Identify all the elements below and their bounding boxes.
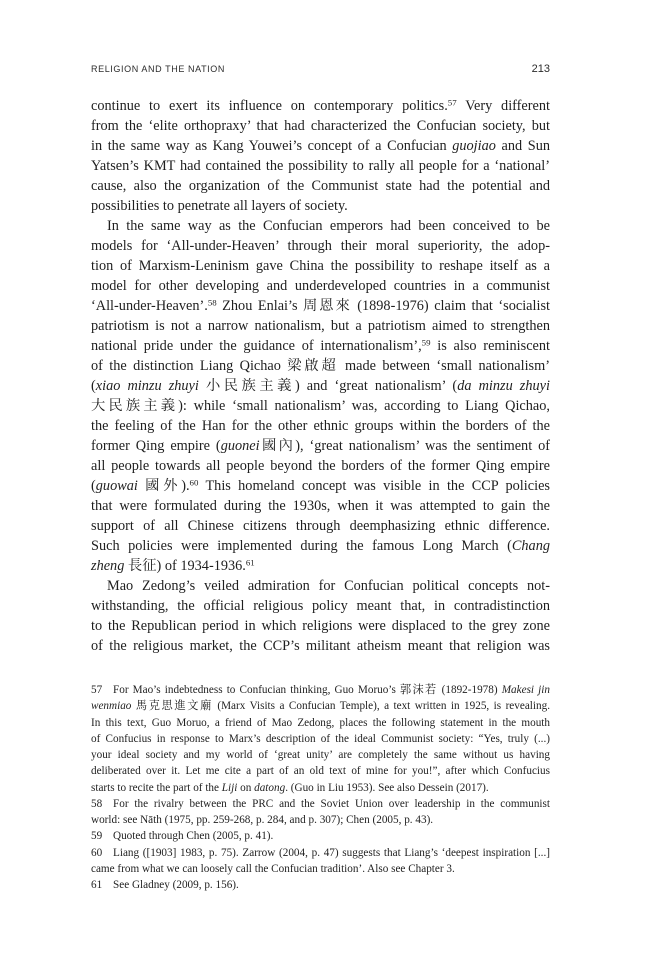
italic-term: zheng (91, 558, 125, 574)
line-text: that were formulated during the 1930s, when it was attempted to gain the (91, 498, 550, 514)
line-text: the feeling of the Han for the other ethnic groups within the borders of the (91, 418, 550, 434)
line-text: and Sun (495, 138, 550, 154)
italic-term: Makesi jin (501, 684, 550, 696)
body-line (91, 556, 550, 576)
line-text: of the distinction Liang Qichao 梁啟超 made between ‘small nationalism’ (91, 358, 550, 374)
footnote-number: 58 (91, 797, 103, 810)
line-text: cause, also the organization of the Communist state had the potential and (91, 178, 550, 194)
line-text: on (237, 781, 255, 794)
line-text: In this text, Guo Moruo, a friend of Mao Zedong, places the following statement in the mouth (91, 716, 550, 729)
footnote (91, 828, 550, 844)
line-text: ( (91, 378, 96, 394)
italic-term: Chang (511, 538, 550, 554)
italic-term: guojiao (452, 138, 496, 154)
footnote (91, 845, 550, 878)
body-line (91, 96, 550, 116)
body-line (91, 496, 550, 516)
line-text: support of all Chinese citizens through deemphasizing ethnic difference. (91, 518, 550, 534)
line-text: models for ‘All-under-Heaven’ through their moral superiority, the adop- (91, 238, 550, 254)
body-line (91, 516, 550, 536)
line-text: starts to recite the part of the (91, 781, 222, 794)
body-line (91, 136, 550, 156)
italic-term: datong (254, 781, 286, 794)
footnote-line (91, 715, 550, 731)
line-text: national pride under the guidance of internationalism’, (91, 338, 422, 354)
line-text: world: see Nāth (1975, pp. 259-268, p. 284, and p. 307); Chen (2005, p. 43). (91, 814, 434, 826)
italic-term: Liji (221, 781, 238, 794)
footnote-line (91, 682, 550, 698)
body-line (91, 196, 550, 216)
line-text: 長征) of 1934-1936. (124, 558, 246, 574)
body-line (91, 316, 550, 336)
footnote-line (91, 828, 550, 844)
line-text: Mao Zedong’s veiled admiration for Confucian political concepts not- (107, 578, 550, 594)
line-text: In the same way as the Confucian emperors had been conceived to be (107, 218, 550, 234)
paragraph (91, 96, 550, 216)
line-text: 國外). (137, 478, 190, 494)
line-text: Very different (456, 98, 551, 114)
line-text: ( (91, 478, 96, 494)
running-title: RELIGION AND THE NATION (91, 64, 225, 74)
footnote-line (91, 877, 550, 893)
body-line (91, 356, 550, 376)
body-line (91, 176, 550, 196)
line-text: patriotism is not a narrow nationalism, but a patriotism aimed to strengthen (91, 318, 550, 334)
footnote-number: 60 (91, 846, 103, 859)
line-text: 小民族主義) and ‘great nationalism’ ( (198, 378, 458, 394)
footnote-line (91, 698, 550, 714)
body-line (91, 256, 550, 276)
footnote-line (91, 796, 550, 812)
line-text: all people towards all people beyond the borders of the former Qing empire (91, 458, 550, 474)
footnote (91, 796, 550, 829)
line-text: Yatsen’s KMT had contained the possibility to rally all people for a ‘national’ (91, 158, 550, 174)
body-line (91, 156, 550, 176)
line-text: See Gladney (2009, p. 156). (113, 879, 239, 891)
footnote-line (91, 763, 550, 779)
footnote-line (91, 812, 550, 828)
footnote-number: 57 (91, 684, 103, 696)
body-line (91, 476, 550, 496)
line-text: tion of Marxism-Leninism gave China the possibility to reshape itself as a (91, 258, 550, 274)
line-text: Zhou Enlai’s 周恩來 (1898-1976) claim that ‘socialist (216, 298, 550, 314)
paragraph (91, 576, 550, 656)
page-number: 213 (531, 63, 550, 75)
paragraph (91, 216, 550, 576)
line-text: withstanding, the official religious policy meant that, in contradistinction (91, 598, 550, 614)
line-text: deliberated over it. Let me cite a part of an old text of mine for you!”, after which Confucius (91, 765, 550, 778)
line-text: in the same way as Kang Youwei’s concept of a Confucian (91, 138, 453, 154)
footnotes (91, 682, 550, 893)
line-text: model for other developing and underdeveloped countries in a communist (91, 278, 550, 294)
italic-term: wenmiao (91, 700, 132, 713)
body-line (91, 296, 550, 316)
line-text: ‘All-under-Heaven’. (91, 298, 208, 314)
footnote (91, 682, 550, 796)
body-line (91, 456, 550, 476)
footnote-line (91, 861, 550, 877)
footnote-ref: 60 (189, 477, 199, 488)
footnote-number: 59 (91, 830, 103, 843)
footnote-line (91, 747, 550, 763)
body-line (91, 116, 550, 136)
italic-term: da minzu zhuyi (457, 378, 550, 394)
line-text: Liang ([1903] 1983, p. 75). Zarrow (2004, p. 47) suggests that Liang’s ‘deepest inspiration [...] (113, 846, 550, 859)
line-text: 馬克思進文廟 (Marx Visits a Confucian Temple), a text written in 1925, is revealing. (131, 700, 550, 713)
body-line (91, 416, 550, 436)
line-text: 大民族主義): while ‘small nationalism’ was, according to Liang Qichao, (91, 398, 550, 414)
body-line (91, 236, 550, 256)
body-line (91, 436, 550, 456)
body-line (91, 576, 550, 596)
line-text: continue to exert its influence on contemporary politics. (91, 98, 448, 114)
body-line (91, 536, 550, 556)
footnote-number: 61 (91, 879, 103, 891)
body-line (91, 276, 550, 296)
line-text: former Qing empire ( (91, 438, 221, 454)
line-text: . (Guo in Liu 1953). See also Dessein (2017). (285, 781, 489, 794)
body-line (91, 216, 550, 236)
line-text: possibilities to penetrate all layers of society. (91, 198, 348, 214)
italic-term: xiao minzu zhuyi (95, 378, 199, 394)
line-text: came from what we can loosely call the Confucian tradition’. Also see Chapter 3. (91, 862, 455, 875)
footnote-line (91, 780, 550, 796)
body-line (91, 616, 550, 636)
running-head (91, 62, 550, 76)
body-line (91, 396, 550, 416)
footnote-ref: 57 (447, 97, 457, 108)
body-line (91, 636, 550, 656)
body-line (91, 336, 550, 356)
body-line (91, 376, 550, 396)
footnote (91, 877, 550, 893)
line-text: of the religious market, the CCP’s militant atheism meant that religion was (91, 638, 550, 654)
line-text: to the Republican period in which religions were displaced to the grey zone (91, 618, 550, 634)
italic-term: guonei (220, 438, 260, 454)
footnote-line (91, 845, 550, 861)
footnote-ref: 58 (207, 297, 217, 308)
footnote-ref: 59 (421, 337, 431, 348)
line-text: Such policies were implemented during the famous Long March ( (91, 538, 512, 554)
line-text: 國內), ‘great nationalism’ was the sentiment of (259, 438, 550, 454)
body-line (91, 596, 550, 616)
line-text: Quoted through Chen (2005, p. 41). (113, 830, 274, 843)
main-text (91, 96, 550, 656)
line-text: of Confucius in response to Marx’s description of the ideal Communist society: “Yes, truly (...) (91, 732, 550, 745)
line-text: For the rivalry between the PRC and the Soviet Union over leadership in the communist (113, 797, 550, 810)
line-text: For Mao’s indebtedness to Confucian thinking, Guo Moruo’s 郭沫若 (1892-1978) (113, 684, 502, 696)
line-text: This homeland concept was visible in the CCP policies (198, 478, 550, 494)
italic-term: guowai (95, 478, 138, 494)
line-text: is also reminiscent (430, 338, 550, 354)
footnote-ref: 61 (245, 557, 255, 568)
footnote-line (91, 731, 550, 747)
line-text: your ideal society and my world of ‘great unity’ are completely the same without us having (91, 749, 550, 761)
line-text: from the ‘elite orthopraxy’ that had characterized the Confucian society, but (91, 118, 550, 134)
